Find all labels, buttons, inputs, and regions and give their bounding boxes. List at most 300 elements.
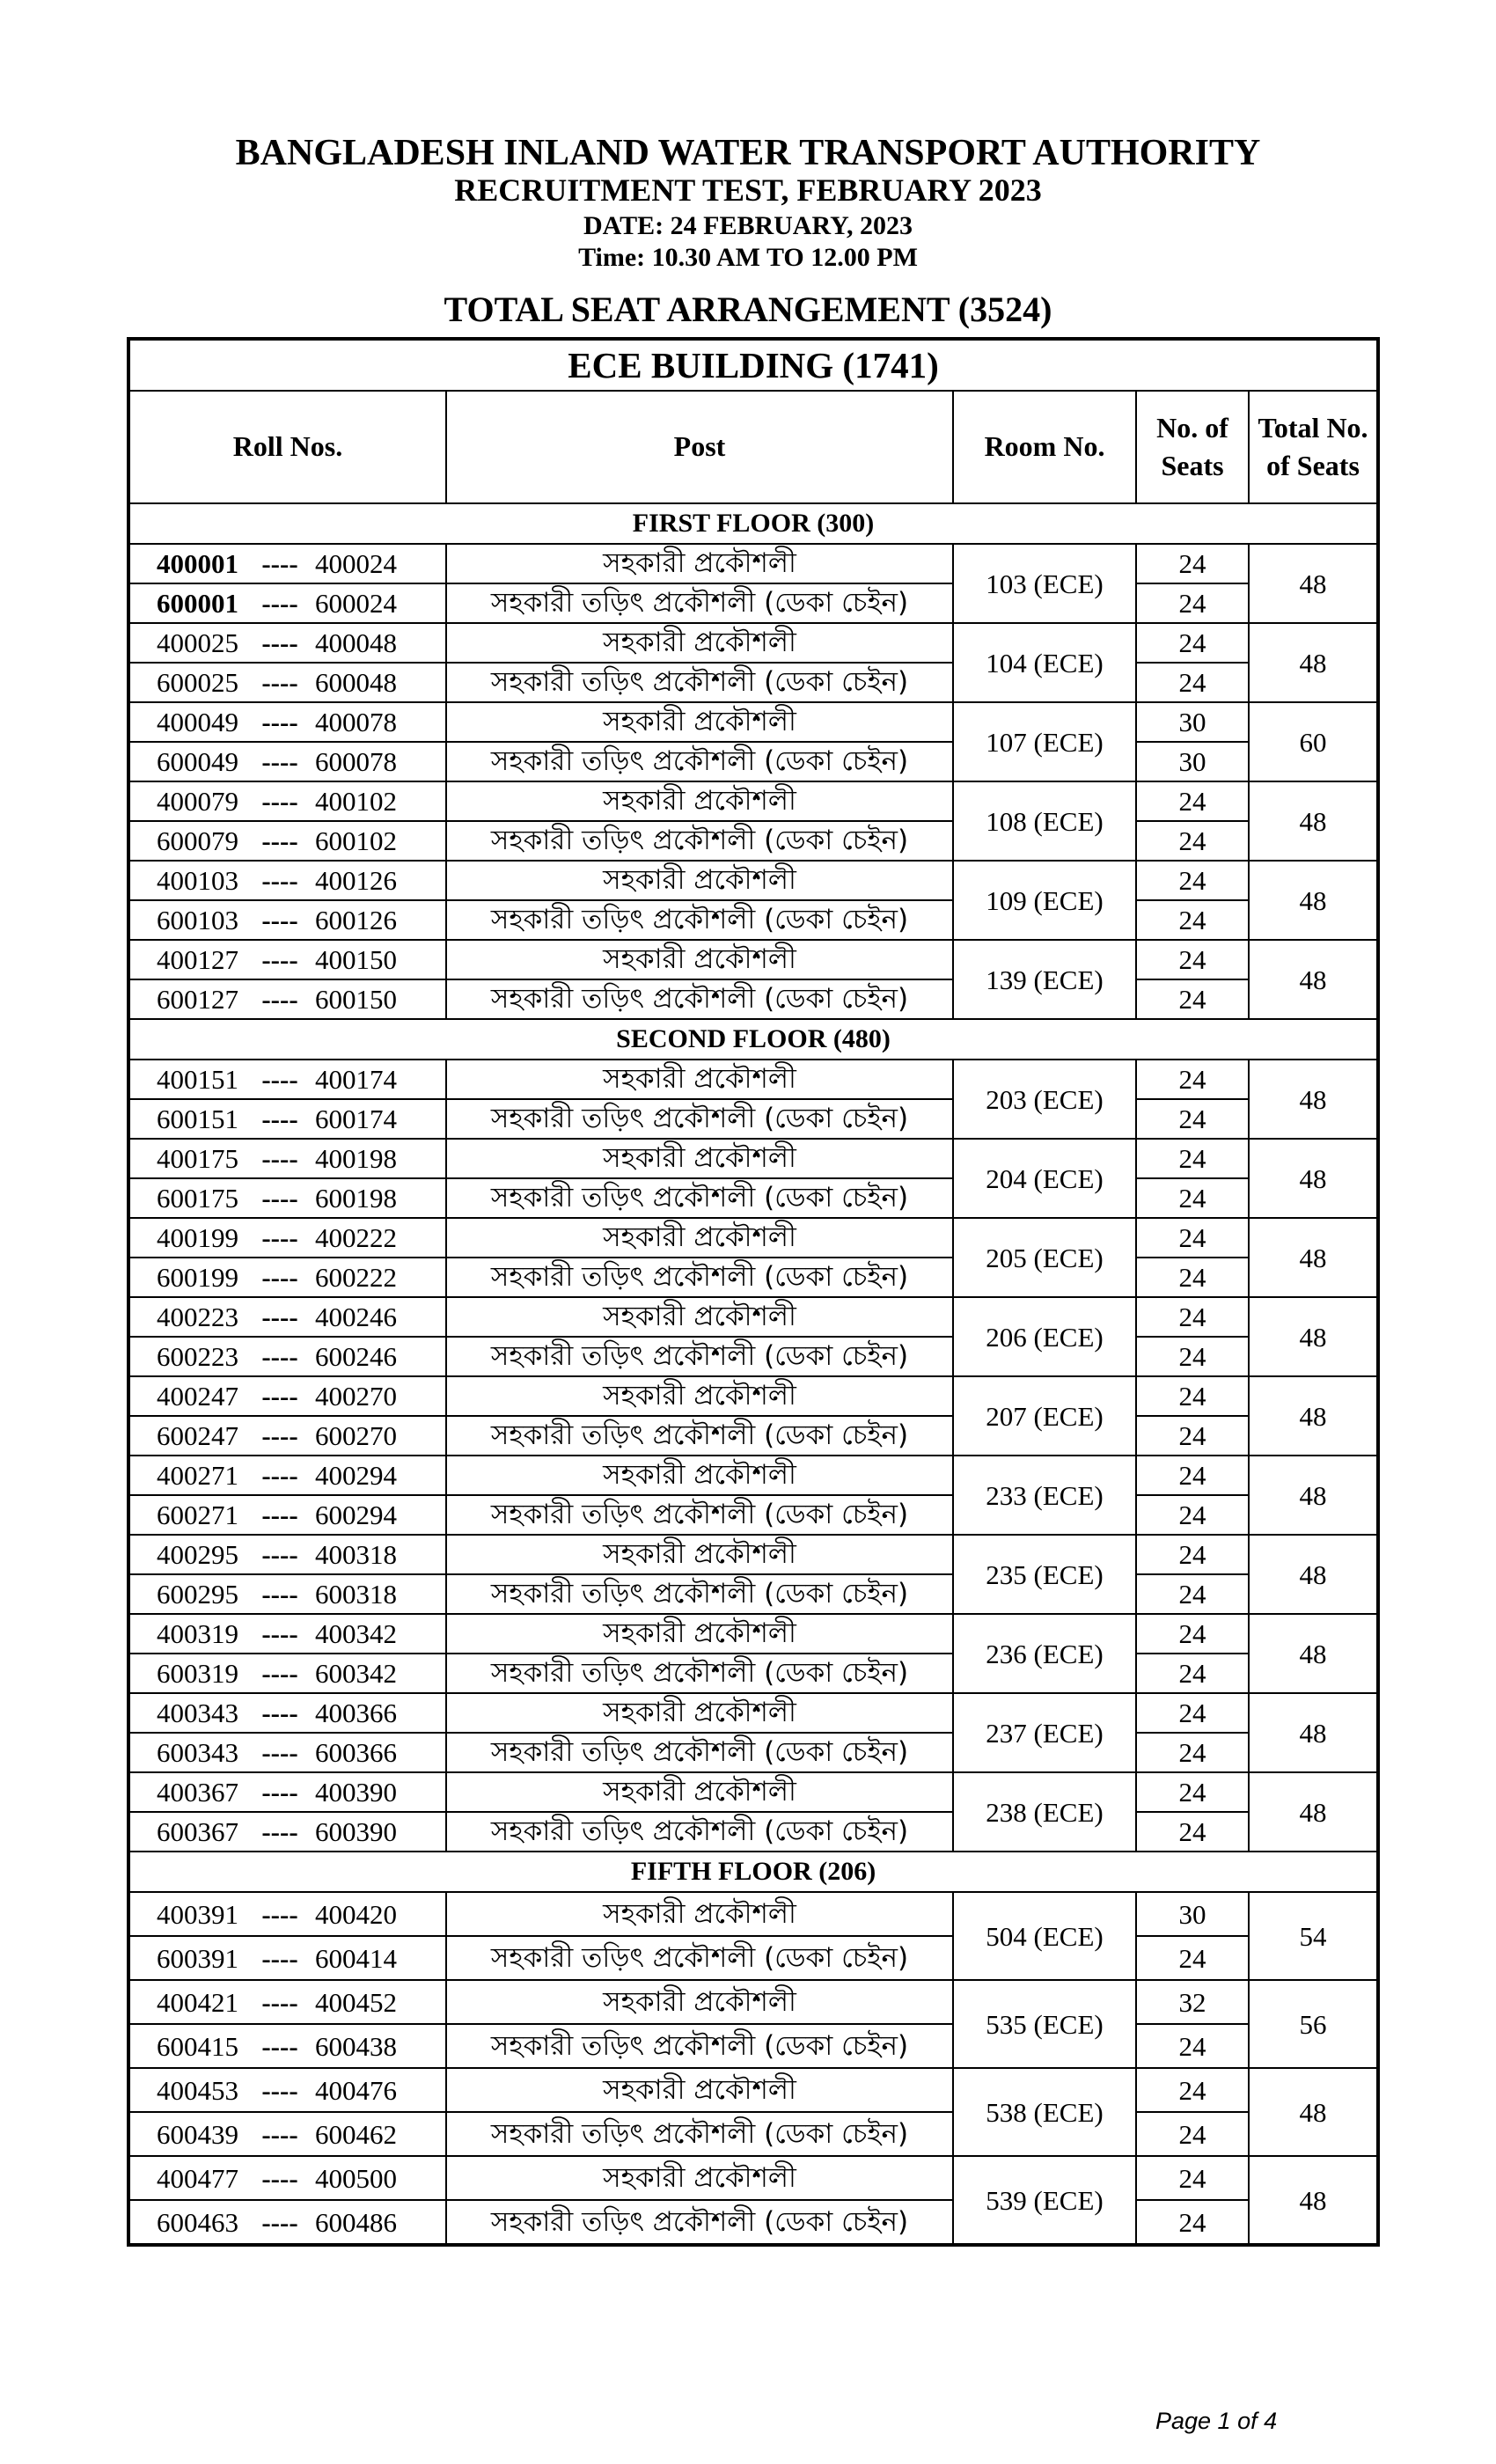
room-number: 139 (ECE)	[953, 940, 1136, 1019]
post-cell: সহকারী তড়িৎ প্রকৌশলী (ডেকা চেইন)	[446, 1936, 953, 1980]
table-row	[128, 1812, 1378, 1852]
roll-to: 600462	[315, 2118, 397, 2150]
roll-to: 600198	[315, 1183, 397, 1214]
roll-range-cell	[128, 1139, 446, 1178]
post-cell: সহকারী প্রকৌশলী	[446, 544, 953, 583]
roll-range	[130, 590, 445, 617]
roll-range	[130, 2074, 445, 2106]
roll-range	[130, 1660, 445, 1687]
roll-from: 600439	[157, 2118, 238, 2150]
roll-range-cell	[128, 1614, 446, 1654]
roll-to: 600078	[315, 746, 397, 777]
table-row	[128, 1218, 1378, 1258]
room-number: 103 (ECE)	[953, 544, 1136, 623]
table-row	[128, 900, 1378, 940]
roll-range-cell	[128, 702, 446, 742]
post-cell: সহকারী তড়িৎ প্রকৌশলী (ডেকা চেইন)	[446, 1495, 953, 1535]
seat-count: 24	[1136, 1456, 1249, 1495]
floor-title: FIRST FLOOR (300)	[128, 503, 1378, 544]
roll-range-cell	[128, 1178, 446, 1218]
room-number: 538 (ECE)	[953, 2068, 1136, 2156]
roll-range-cell	[128, 1892, 446, 1936]
roll-separator: ----	[261, 1183, 298, 1214]
roll-to: 600486	[315, 2206, 397, 2238]
roll-range	[130, 1224, 445, 1251]
col-total-header: Total No. of Seats	[1249, 391, 1378, 503]
seat-count: 24	[1136, 1297, 1249, 1337]
room-number: 233 (ECE)	[953, 1456, 1136, 1535]
table-row	[128, 1495, 1378, 1535]
roll-range-cell	[128, 1812, 446, 1852]
table-row	[128, 1337, 1378, 1376]
roll-range-cell	[128, 2200, 446, 2245]
seat-count: 24	[1136, 1495, 1249, 1535]
roll-from: 400247	[157, 1381, 238, 1412]
seat-count: 24	[1136, 781, 1249, 821]
roll-separator: ----	[261, 786, 298, 817]
col-roll-header: Roll Nos.	[128, 391, 446, 503]
roll-to: 400476	[315, 2074, 397, 2106]
roll-range	[130, 1303, 445, 1331]
roll-from: 400343	[157, 1698, 238, 1728]
roll-separator: ----	[261, 1579, 298, 1610]
col-room-header: Room No.	[953, 391, 1136, 503]
post-cell: সহকারী প্রকৌশলী	[446, 702, 953, 742]
table-row	[128, 1936, 1378, 1980]
seat-count: 24	[1136, 1733, 1249, 1772]
table-row	[128, 1060, 1378, 1099]
post-cell: সহকারী প্রকৌশলী	[446, 1376, 953, 1416]
roll-range-cell	[128, 861, 446, 900]
roll-separator: ----	[261, 825, 298, 856]
roll-range-cell	[128, 742, 446, 781]
seat-count: 24	[1136, 821, 1249, 861]
roll-range-cell	[128, 1456, 446, 1495]
seat-table-body	[128, 339, 1378, 2245]
table-row	[128, 1654, 1378, 1693]
roll-range	[130, 1343, 445, 1370]
roll-range	[130, 2206, 445, 2238]
post-cell: সহকারী প্রকৌশলী	[446, 1980, 953, 2024]
roll-separator: ----	[261, 1302, 298, 1332]
roll-to: 400294	[315, 1460, 397, 1491]
post-cell: সহকারী প্রকৌশলী	[446, 1614, 953, 1654]
roll-range-cell	[128, 1733, 446, 1772]
roll-range	[130, 1462, 445, 1489]
seat-count: 24	[1136, 1376, 1249, 1416]
roll-range	[130, 1184, 445, 1212]
roll-separator: ----	[261, 1460, 298, 1491]
seat-arrangement-table	[127, 337, 1380, 2247]
roll-separator: ----	[261, 1816, 298, 1847]
seat-count: 24	[1136, 2068, 1249, 2112]
table-row	[128, 1258, 1378, 1297]
post-cell: সহকারী প্রকৌশলী	[446, 1139, 953, 1178]
roll-separator: ----	[261, 1104, 298, 1134]
roll-from: 600415	[157, 2030, 238, 2062]
roll-separator: ----	[261, 2074, 298, 2106]
post-cell: সহকারী তড়িৎ প্রকৌশলী (ডেকা চেইন)	[446, 2024, 953, 2068]
roll-separator: ----	[261, 1898, 298, 1930]
roll-range-cell	[128, 2024, 446, 2068]
roll-range-cell	[128, 623, 446, 663]
roll-from: 400199	[157, 1222, 238, 1253]
roll-separator: ----	[261, 2030, 298, 2062]
roll-from: 600103	[157, 905, 238, 935]
room-number: 237 (ECE)	[953, 1693, 1136, 1772]
roll-separator: ----	[261, 1618, 298, 1649]
post-cell: সহকারী তড়িৎ প্রকৌশলী (ডেকা চেইন)	[446, 2200, 953, 2245]
roll-to: 400420	[315, 1898, 397, 1930]
room-number: 207 (ECE)	[953, 1376, 1136, 1456]
roll-to: 400102	[315, 786, 397, 817]
total-seats: 48	[1249, 1456, 1378, 1535]
seat-count: 30	[1136, 1892, 1249, 1936]
test-time: Time: 10.30 AM TO 12.00 PM	[578, 243, 918, 272]
org-title: BANGLADESH INLAND WATER TRANSPORT AUTHORITY	[235, 133, 1261, 173]
roll-from: 600151	[157, 1104, 238, 1134]
roll-from: 400175	[157, 1143, 238, 1174]
table-row	[128, 1416, 1378, 1456]
roll-from: 600367	[157, 1816, 238, 1847]
page-number: Page 1 of 4	[1155, 2408, 1278, 2434]
roll-to: 400270	[315, 1381, 397, 1412]
roll-to: 600318	[315, 1579, 397, 1610]
seat-count: 24	[1136, 1812, 1249, 1852]
table-row	[128, 663, 1378, 702]
col-post-header: Post	[446, 391, 953, 503]
roll-separator: ----	[261, 1737, 298, 1768]
post-cell: সহকারী তড়িৎ প্রকৌশলী (ডেকা চেইন)	[446, 1099, 953, 1139]
roll-separator: ----	[261, 548, 298, 579]
seat-count: 24	[1136, 2156, 1249, 2200]
roll-to: 600102	[315, 825, 397, 856]
roll-separator: ----	[261, 2162, 298, 2194]
seat-count: 24	[1136, 1178, 1249, 1218]
post-cell: সহকারী প্রকৌশলী	[446, 1772, 953, 1812]
roll-separator: ----	[261, 2206, 298, 2238]
roll-to: 400452	[315, 1986, 397, 2018]
room-number: 535 (ECE)	[953, 1980, 1136, 2068]
roll-range	[130, 1501, 445, 1529]
seat-count: 24	[1136, 979, 1249, 1019]
roll-range-cell	[128, 1772, 446, 1812]
test-date: DATE: 24 FEBRUARY, 2023	[583, 211, 913, 240]
roll-range	[130, 1382, 445, 1410]
room-number: 108 (ECE)	[953, 781, 1136, 861]
roll-to: 400390	[315, 1777, 397, 1808]
seat-count: 24	[1136, 900, 1249, 940]
seat-count: 24	[1136, 1337, 1249, 1376]
roll-separator: ----	[261, 865, 298, 896]
roll-separator: ----	[261, 707, 298, 737]
roll-to: 400198	[315, 1143, 397, 1174]
roll-range-cell	[128, 1936, 446, 1980]
roll-separator: ----	[261, 1500, 298, 1530]
column-header-row	[128, 391, 1378, 503]
seat-count: 24	[1136, 2200, 1249, 2245]
room-number: 107 (ECE)	[953, 702, 1136, 781]
post-cell: সহকারী তড়িৎ প্রকৌশলী (ডেকা চেইন)	[446, 1337, 953, 1376]
roll-from: 600223	[157, 1341, 238, 1372]
post-cell: সহকারী তড়িৎ প্রকৌশলী (ডেকা চেইন)	[446, 821, 953, 861]
post-cell: সহকারী প্রকৌশলী	[446, 781, 953, 821]
roll-range-cell	[128, 940, 446, 979]
roll-from: 600001	[157, 588, 238, 619]
roll-to: 400126	[315, 865, 397, 896]
roll-to: 400246	[315, 1302, 397, 1332]
roll-from: 400453	[157, 2074, 238, 2106]
roll-separator: ----	[261, 1222, 298, 1253]
roll-range-cell	[128, 544, 446, 583]
seat-count: 24	[1136, 1614, 1249, 1654]
roll-separator: ----	[261, 1698, 298, 1728]
roll-range-cell	[128, 781, 446, 821]
seat-count: 24	[1136, 1139, 1249, 1178]
table-row	[128, 544, 1378, 583]
floor-row	[128, 503, 1378, 544]
roll-range	[130, 1942, 445, 1974]
total-seats: 48	[1249, 1693, 1378, 1772]
room-number: 204 (ECE)	[953, 1139, 1136, 1218]
roll-from: 400025	[157, 627, 238, 658]
roll-range	[130, 1986, 445, 2018]
roll-separator: ----	[261, 1777, 298, 1808]
room-number: 235 (ECE)	[953, 1535, 1136, 1614]
roll-range-cell	[128, 900, 446, 940]
building-row	[128, 339, 1378, 391]
roll-from: 600127	[157, 984, 238, 1015]
roll-to: 400500	[315, 2162, 397, 2194]
table-row	[128, 1139, 1378, 1178]
roll-range	[130, 550, 445, 577]
roll-to: 600270	[315, 1420, 397, 1451]
table-row	[128, 702, 1378, 742]
roll-to: 600438	[315, 2030, 397, 2062]
floor-row	[128, 1852, 1378, 1892]
table-row	[128, 1574, 1378, 1614]
roll-from: 400079	[157, 786, 238, 817]
roll-range	[130, 1580, 445, 1608]
roll-range	[130, 1264, 445, 1291]
roll-range	[130, 1422, 445, 1449]
total-seats: 48	[1249, 544, 1378, 623]
roll-range-cell	[128, 583, 446, 623]
roll-range-cell	[128, 1980, 446, 2024]
roll-separator: ----	[261, 1539, 298, 1570]
roll-from: 400127	[157, 944, 238, 975]
roll-separator: ----	[261, 1341, 298, 1372]
roll-to: 400342	[315, 1618, 397, 1649]
roll-separator: ----	[261, 627, 298, 658]
table-row	[128, 1178, 1378, 1218]
table-row	[128, 1693, 1378, 1733]
post-cell: সহকারী তড়িৎ প্রকৌশলী (ডেকা চেইন)	[446, 1812, 953, 1852]
roll-from: 400391	[157, 1898, 238, 1930]
roll-to: 600390	[315, 1816, 397, 1847]
post-cell: সহকারী প্রকৌশলী	[446, 861, 953, 900]
roll-range-cell	[128, 1495, 446, 1535]
table-row	[128, 979, 1378, 1019]
roll-to: 600414	[315, 1942, 397, 1974]
table-row	[128, 940, 1378, 979]
total-seats: 48	[1249, 1139, 1378, 1218]
roll-range	[130, 1898, 445, 1930]
roll-from: 600295	[157, 1579, 238, 1610]
seat-count: 24	[1136, 1574, 1249, 1614]
roll-separator: ----	[261, 746, 298, 777]
table-row	[128, 861, 1378, 900]
roll-from: 600079	[157, 825, 238, 856]
roll-from: 600343	[157, 1737, 238, 1768]
roll-range	[130, 2030, 445, 2062]
total-seats: 48	[1249, 623, 1378, 702]
roll-to: 600150	[315, 984, 397, 1015]
post-cell: সহকারী তড়িৎ প্রকৌশলী (ডেকা চেইন)	[446, 1258, 953, 1297]
roll-from: 400319	[157, 1618, 238, 1649]
room-number: 109 (ECE)	[953, 861, 1136, 940]
roll-range-cell	[128, 1654, 446, 1693]
roll-separator: ----	[261, 2118, 298, 2150]
post-cell: সহকারী তড়িৎ প্রকৌশলী (ডেকা চেইন)	[446, 979, 953, 1019]
seat-count: 30	[1136, 742, 1249, 781]
table-row	[128, 781, 1378, 821]
total-seats: 48	[1249, 2068, 1378, 2156]
total-seats: 60	[1249, 702, 1378, 781]
post-cell: সহকারী প্রকৌশলী	[446, 1218, 953, 1258]
roll-separator: ----	[261, 1381, 298, 1412]
roll-from: 400367	[157, 1777, 238, 1808]
roll-separator: ----	[261, 1064, 298, 1095]
roll-range	[130, 669, 445, 696]
table-row	[128, 1456, 1378, 1495]
seat-count: 24	[1136, 1772, 1249, 1812]
seat-count: 24	[1136, 663, 1249, 702]
roll-range	[130, 1145, 445, 1172]
roll-from: 400477	[157, 2162, 238, 2194]
roll-to: 600174	[315, 1104, 397, 1134]
roll-to: 600342	[315, 1658, 397, 1689]
post-cell: সহকারী প্রকৌশলী	[446, 1892, 953, 1936]
seat-count: 24	[1136, 623, 1249, 663]
total-seats: 48	[1249, 1218, 1378, 1297]
room-number: 504 (ECE)	[953, 1892, 1136, 1980]
roll-range-cell	[128, 1535, 446, 1574]
table-row	[128, 1733, 1378, 1772]
roll-from: 400001	[157, 548, 238, 579]
roll-range-cell	[128, 821, 446, 861]
roll-range-cell	[128, 1693, 446, 1733]
roll-from: 600391	[157, 1942, 238, 1974]
roll-from: 600175	[157, 1183, 238, 1214]
room-number: 539 (ECE)	[953, 2156, 1136, 2245]
floor-row	[128, 1019, 1378, 1060]
roll-from: 400151	[157, 1064, 238, 1095]
room-number: 236 (ECE)	[953, 1614, 1136, 1693]
seat-count: 32	[1136, 1980, 1249, 2024]
room-number: 205 (ECE)	[953, 1218, 1136, 1297]
roll-from: 600247	[157, 1420, 238, 1451]
roll-range	[130, 1066, 445, 1093]
total-seats: 48	[1249, 1297, 1378, 1376]
roll-from: 400049	[157, 707, 238, 737]
seat-count: 24	[1136, 1099, 1249, 1139]
roll-from: 600271	[157, 1500, 238, 1530]
roll-range-cell	[128, 1337, 446, 1376]
table-row	[128, 1376, 1378, 1416]
roll-range	[130, 1699, 445, 1727]
roll-separator: ----	[261, 944, 298, 975]
post-cell: সহকারী প্রকৌশলী	[446, 1693, 953, 1733]
roll-from: 600319	[157, 1658, 238, 1689]
roll-separator: ----	[261, 588, 298, 619]
total-seats: 56	[1249, 1980, 1378, 2068]
roll-range-cell	[128, 1060, 446, 1099]
roll-range	[130, 1818, 445, 1845]
roll-to: 600246	[315, 1341, 397, 1372]
seat-count: 30	[1136, 702, 1249, 742]
post-cell: সহকারী তড়িৎ প্রকৌশলী (ডেকা চেইন)	[446, 1574, 953, 1614]
roll-range-cell	[128, 1376, 446, 1416]
roll-range	[130, 788, 445, 815]
roll-range	[130, 748, 445, 775]
floor-title: FIFTH FLOOR (206)	[128, 1852, 1378, 1892]
roll-separator: ----	[261, 1143, 298, 1174]
seat-count: 24	[1136, 1258, 1249, 1297]
roll-separator: ----	[261, 905, 298, 935]
post-cell: সহকারী তড়িৎ প্রকৌশলী (ডেকা চেইন)	[446, 1733, 953, 1772]
roll-range	[130, 827, 445, 854]
roll-range	[130, 1105, 445, 1133]
total-seats: 48	[1249, 940, 1378, 1019]
total-seats: 48	[1249, 1614, 1378, 1693]
roll-from: 400103	[157, 865, 238, 896]
table-row	[128, 1535, 1378, 1574]
roll-range	[130, 1739, 445, 1766]
roll-from: 400295	[157, 1539, 238, 1570]
roll-range-cell	[128, 1297, 446, 1337]
total-seats: 48	[1249, 1535, 1378, 1614]
table-row	[128, 2112, 1378, 2156]
roll-range-cell	[128, 663, 446, 702]
roll-range	[130, 906, 445, 934]
col-seats-header: No. of Seats	[1136, 391, 1249, 503]
roll-to: 400078	[315, 707, 397, 737]
total-seats: 48	[1249, 1772, 1378, 1852]
post-cell: সহকারী তড়িৎ প্রকৌশলী (ডেকা চেইন)	[446, 1654, 953, 1693]
table-row	[128, 1099, 1378, 1139]
roll-to: 400366	[315, 1698, 397, 1728]
table-row	[128, 623, 1378, 663]
roll-range	[130, 2162, 445, 2194]
table-row	[128, 2200, 1378, 2245]
roll-from: 400421	[157, 1986, 238, 2018]
table-row	[128, 2068, 1378, 2112]
roll-from: 600463	[157, 2206, 238, 2238]
post-cell: সহকারী প্রকৌশলী	[446, 1535, 953, 1574]
roll-to: 400222	[315, 1222, 397, 1253]
post-cell: সহকারী প্রকৌশলী	[446, 940, 953, 979]
seat-count: 24	[1136, 544, 1249, 583]
total-seat-heading: TOTAL SEAT ARRANGEMENT (3524)	[444, 290, 1052, 329]
roll-range-cell	[128, 1574, 446, 1614]
post-cell: সহকারী তড়িৎ প্রকৌশলী (ডেকা চেইন)	[446, 663, 953, 702]
roll-to: 600126	[315, 905, 397, 935]
roll-to: 400318	[315, 1539, 397, 1570]
roll-from: 600025	[157, 667, 238, 698]
total-seats: 48	[1249, 781, 1378, 861]
post-cell: সহকারী তড়িৎ প্রকৌশলী (ডেকা চেইন)	[446, 1416, 953, 1456]
